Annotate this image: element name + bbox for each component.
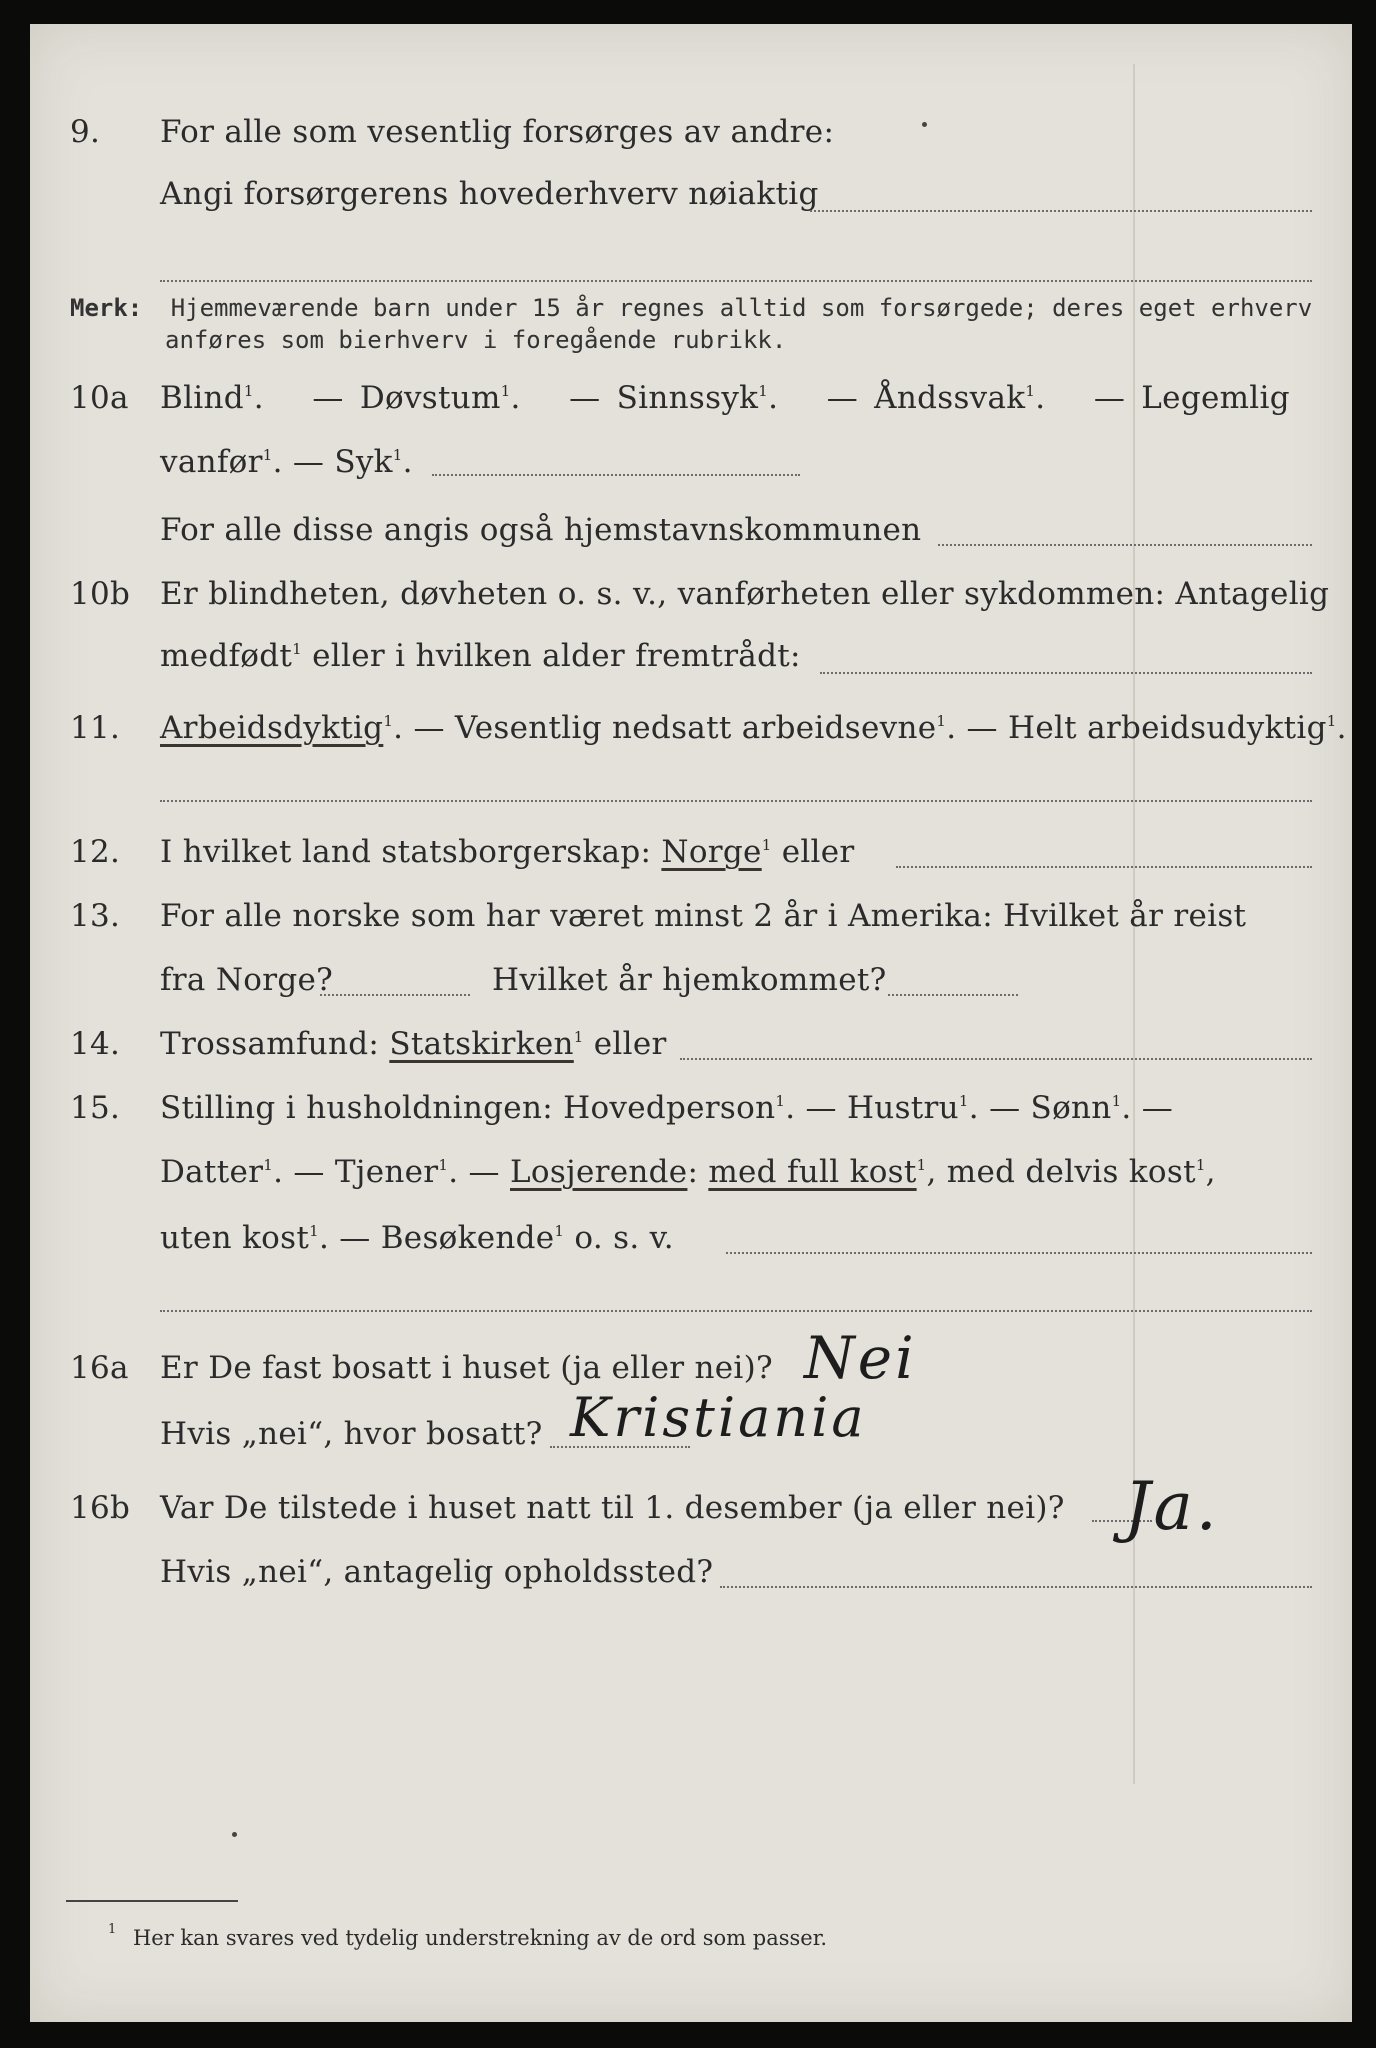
- merk-text: Hjemmeværende barn under 15 år regnes alltid som forsørgede; deres eget erhverv: [170, 294, 1313, 322]
- answer-line: [938, 544, 1312, 546]
- footnote-text: Her kan svares ved tydelig understrekning av de ord som passer.: [132, 1926, 828, 1950]
- answer-line: [160, 800, 1312, 802]
- question-15-line-2: [30, 1154, 1352, 1198]
- question-15-line-1: [30, 1090, 1352, 1134]
- question-number: 11.: [70, 710, 121, 746]
- answer-line: [680, 1058, 1312, 1060]
- question-11: [30, 710, 1352, 754]
- answer-line: [888, 994, 1018, 996]
- question-text: medfødt$^1$ eller i hvilken alder fremtrådt:: [160, 638, 801, 674]
- question-13-line-2: [30, 962, 1352, 1006]
- footnote-rule: [66, 1900, 238, 1902]
- paper-speck: [232, 1832, 237, 1837]
- underlined-answer: med full kost: [708, 1154, 917, 1190]
- question-text: For alle som vesentlig forsørges av andre:: [160, 114, 835, 150]
- question-number: 14.: [70, 1026, 121, 1062]
- question-text: Angi forsørgerens hovederhverv nøiaktig: [160, 176, 819, 212]
- question-text: Hvis „nei“, antagelig opholdssted?: [160, 1554, 714, 1590]
- question-text: Hvis „nei“, hvor bosatt?: [160, 1416, 543, 1452]
- merk-note-line-2: anføres som bierhverv i foregående rubrikk.: [165, 326, 787, 354]
- question-10a-line-2: [30, 444, 1352, 488]
- question-10a-line-3: [30, 512, 1352, 556]
- question-number: 15.: [70, 1090, 121, 1126]
- question-text: I hvilket land statsborgerskap: Norge$^1$ eller: [160, 834, 855, 870]
- answer-line: [820, 672, 1312, 674]
- question-number: 9.: [70, 114, 101, 150]
- question-text: Hvilket år hjemkommet?: [492, 962, 887, 998]
- question-12: [30, 834, 1352, 878]
- paper-speck: [922, 122, 927, 127]
- question-number: 10a: [70, 380, 129, 416]
- answer-line: [726, 1252, 1312, 1254]
- question-16b-line-2: [30, 1554, 1352, 1598]
- underlined-answer: Losjerende: [510, 1154, 688, 1190]
- answer-line: [320, 994, 470, 996]
- question-10a-line-1: [30, 380, 1352, 424]
- merk-note: [70, 294, 1330, 322]
- merk-label: Merk:: [70, 294, 143, 322]
- question-13-line-1: [30, 898, 1352, 942]
- answer-line: [160, 1310, 1312, 1312]
- question-15-line-3: [30, 1220, 1352, 1264]
- answer-line: [160, 280, 1312, 282]
- underlined-answer: Norge: [661, 834, 762, 870]
- question-text: Er De fast bosatt i huset (ja eller nei)?: [160, 1350, 773, 1386]
- handwritten-answer-nei: Nei: [804, 1324, 917, 1392]
- question-text: Trossamfund: Statskirken$^1$ eller: [160, 1026, 667, 1062]
- answer-line: [810, 210, 1312, 212]
- footnote: [108, 1922, 827, 1950]
- question-text: vanfør$^1$. — Syk$^1$.: [160, 444, 413, 480]
- question-text: Arbeidsdyktig$^1$. — Vesentlig nedsatt arbeidsevne$^1$. — Helt arbeidsudyktig$^1$.: [160, 710, 1347, 746]
- question-number: 16b: [70, 1490, 131, 1526]
- question-10b-line-2: [30, 638, 1352, 682]
- question-10b-line-1: [30, 576, 1352, 620]
- handwritten-answer-kristiania: Kristiania: [570, 1386, 867, 1449]
- answer-line: [432, 474, 800, 476]
- question-text: For alle norske som har været minst 2 år i Amerika: Hvilket år reist: [160, 898, 1247, 934]
- question-text: uten kost$^1$. — Besøkende$^1$ o. s. v.: [160, 1220, 674, 1256]
- question-9-line-1: [30, 114, 1352, 158]
- question-number: 16a: [70, 1350, 129, 1386]
- footnote-mark: 1: [108, 1922, 117, 1937]
- question-text: Blind$^1$. — Døvstum$^1$. — Sinnssyk$^1$. — Åndssvak$^1$. — Legemlig: [160, 380, 1290, 416]
- question-text: Stilling i husholdningen: Hovedperson$^1$. — Hustru$^1$. — Sønn$^1$. —: [160, 1090, 1174, 1126]
- question-number: 13.: [70, 898, 121, 934]
- question-text: Er blindheten, døvheten o. s. v., vanførheten eller sykdommen: Antagelig: [160, 576, 1330, 612]
- question-text: fra Norge?: [160, 962, 334, 998]
- handwritten-answer-ja: Ja.: [1124, 1468, 1220, 1545]
- underlined-answer: Arbeidsdyktig: [160, 710, 384, 746]
- question-text: Datter$^1$. — Tjener$^1$. — Losjerende: med full kost$^1$, med delvis kost$^1$,: [160, 1154, 1216, 1190]
- answer-line: [896, 866, 1312, 868]
- answer-line: [720, 1586, 1312, 1588]
- question-14: [30, 1026, 1352, 1070]
- underlined-answer: Statskirken: [389, 1026, 574, 1062]
- question-number: 10b: [70, 576, 131, 612]
- question-9-line-2: [30, 176, 1352, 220]
- question-text: Var De tilstede i huset natt til 1. desember (ja eller nei)?: [160, 1490, 1065, 1526]
- census-form-page: [30, 24, 1352, 2022]
- question-number: 12.: [70, 834, 121, 870]
- question-text: For alle disse angis også hjemstavnskommunen: [160, 512, 922, 548]
